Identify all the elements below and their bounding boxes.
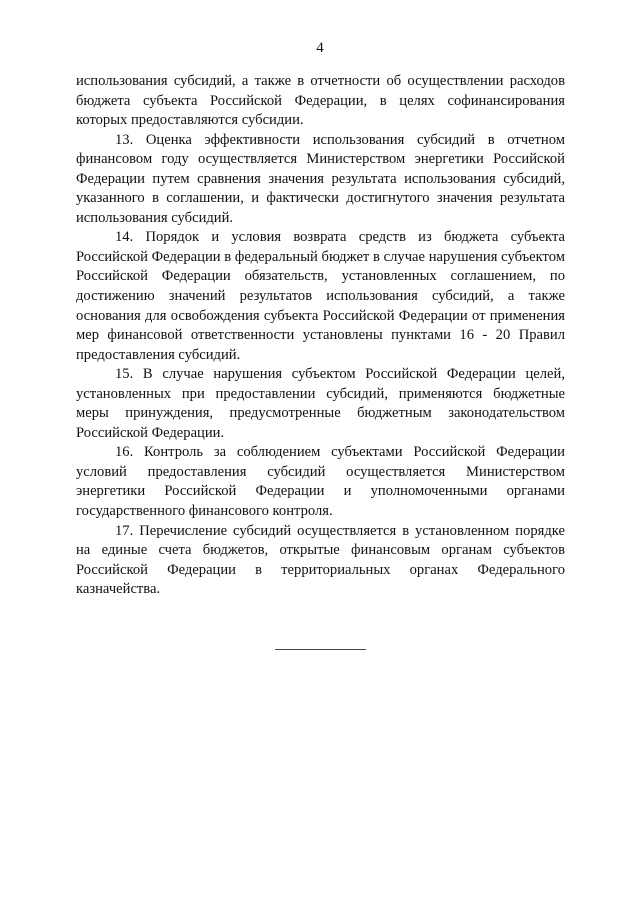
page-number: 4 — [316, 40, 324, 56]
paragraph-continuation: использования субсидий, а также в отчетности об осуществлении расходов бюджета субъекта Российской Федерации, в целях софинансирования которых предоставляются субсидии. — [76, 73, 565, 129]
paragraph-item-15: 15. В случае нарушения субъектом Российской Федерации целей, установленных при предоставлении субсидий, применяются бюджетные меры принуждения, предусмотренные бюджетным законодательством Российской Федерации. — [76, 366, 565, 441]
paragraph-item-16: 16. Контроль за соблюдением субъектами Российской Федерации условий предоставления субсидий осуществляется Министерством энергетики Российской Федерации и уполномоченными органами государственного финансового контроля. — [76, 444, 565, 520]
paragraph-item-14: 14. Порядок и условия возврата средств из бюджета субъекта Российской Федерации в федеральный бюджет в случае нарушения субъектом Российской Федерации обязательств, установленных соглашением, по достижению значений результатов использования субсидий, а также основания для освобождения субъекта Российской Федерации от применения мер финансовой ответственности установлены пунктами 16 - 20 Правил предоставления субсидий. — [76, 229, 565, 363]
paragraph-item-17: 17. Перечисление субсидий осуществляется в установленном порядке на единые счета бюджетов, открытые финансовым органам субъектов Российской Федерации в территориальных органах Федерального казначейства. — [76, 522, 565, 598]
document-body — [76, 72, 565, 600]
paragraph-item-13: 13. Оценка эффективности использования субсидий в отчетном финансовом году осуществляется Министерством энергетики Российской Федерации путем сравнения значения результата использования субсидий, указанного в соглашении, и фактически достигнутого значения результата использования субсидий. — [76, 131, 565, 226]
end-of-document-divider — [275, 649, 366, 650]
